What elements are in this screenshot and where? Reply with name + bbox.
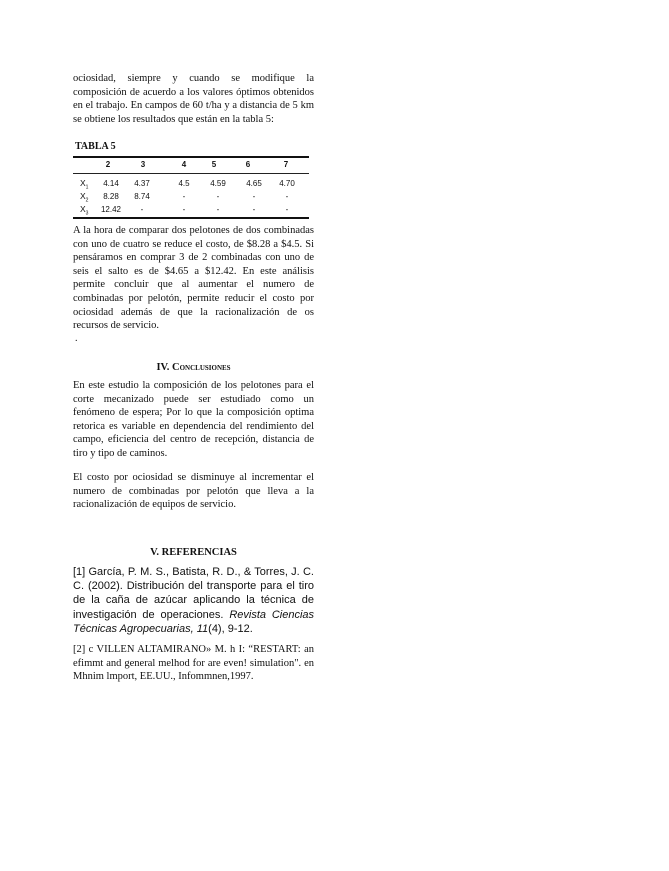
column-header: 2 (105, 160, 111, 169)
table-cell: 12.42 (100, 205, 122, 214)
intro-paragraph: ociosidad, siempre y cuando se modifique la composición de acuerdo a los valores óptimos obtenidos en el trabajo. En campos de 60 t/ha y a distancia de 5 km se obtiene los resultados que están en la tabla 5: (73, 73, 314, 125)
comparison-paragraph: A la hora de comparar dos pelotones de dos combinadas con uno de cuatro se reduce el costo, de $8.28 a $4.5. Si pensáramos en comprar 3 de 2 combinadas con uno de seis el salto es de $4.65 a $12.42. En este análisis permite concluir que al aumentar el numero de combinadas por pelotón, permite reducir el costo por ociosidad además de que la racionalización de os recursos de servicio. (73, 225, 314, 332)
journal-name: Revista Ciencias Técnicas Agropecuarias (73, 608, 315, 635)
reference-pages: (4), 9-12. (208, 622, 253, 635)
section-heading-conclusions (73, 362, 314, 373)
row-label: $X_2$ (80, 191, 89, 204)
table-cell: 4.37 (134, 179, 150, 188)
row-label: $X_3$ (80, 204, 89, 217)
reference-text: [1] García, P. M. S., Batista, R. D., & Torres, J. C. C. (2002). Distribución del transporte para el tiro de la caña de azúcar aplicando la técnica de investigación de operaciones. (73, 566, 314, 621)
reference-2: [2] c VILLEN ALTAMIRANO» M. h I: “RESTART: an efimmt and general melhod for are even! simulation". en Mhnim lmport, EE.UU., Infommnen,1997. (73, 644, 314, 683)
column-header: 4 (181, 160, 187, 169)
section-number: IV. (156, 362, 170, 373)
table-bottom-rule (73, 217, 309, 219)
table-cell: - (252, 192, 256, 201)
table-cell: - (140, 205, 144, 214)
column-header: 5 (211, 160, 217, 169)
table-cell: - (285, 192, 289, 201)
section-title: Conclusiones (172, 362, 231, 373)
table-cell: 4.59 (210, 179, 226, 188)
section-number: V. (150, 547, 159, 558)
journal-volume: 11 (196, 622, 209, 635)
reference-separator: , (190, 622, 197, 635)
table-cell: - (285, 205, 289, 214)
column-header: 7 (283, 160, 289, 169)
table-cell: 8.28 (103, 192, 119, 201)
table-cell: - (252, 205, 256, 214)
table-cell: 4.65 (246, 179, 262, 188)
table-top-rule (73, 156, 309, 158)
column-header: 6 (245, 160, 251, 169)
section-title: REFERENCIAS (161, 547, 237, 558)
table-cell: 4.14 (103, 179, 119, 188)
column-header: 3 (140, 160, 146, 169)
table-cell: - (216, 192, 220, 201)
reference-1 (73, 565, 314, 636)
conclusions-paragraph-2: El costo por ociosidad se disminuye al incrementar el numero de combinadas por pelotón que lleva a la racionalización de equipos de servicio. (73, 472, 314, 511)
table-title: TABLA 5 (75, 141, 116, 152)
table-cell: - (182, 192, 186, 201)
stray-dot: . (75, 333, 78, 344)
section-heading-references (73, 547, 314, 558)
table-cell: 4.5 (178, 179, 190, 188)
table-cell: 8.74 (134, 192, 150, 201)
row-label: $X_1$ (80, 178, 89, 191)
table-cell: - (182, 205, 186, 214)
table-cell: - (216, 205, 220, 214)
table-cell: 4.70 (279, 179, 295, 188)
table-header-rule (73, 173, 309, 174)
conclusions-paragraph-1: En este estudio la composición de los pelotones para el corte mecanizado puede ser estudiado como un fenómeno de espera; Por lo que la composición optima retorica es variable en dependencia del rendimiento del campo, eficiencia del centro de recepción, distancia de tiro y tipo de caminos. (73, 380, 314, 459)
